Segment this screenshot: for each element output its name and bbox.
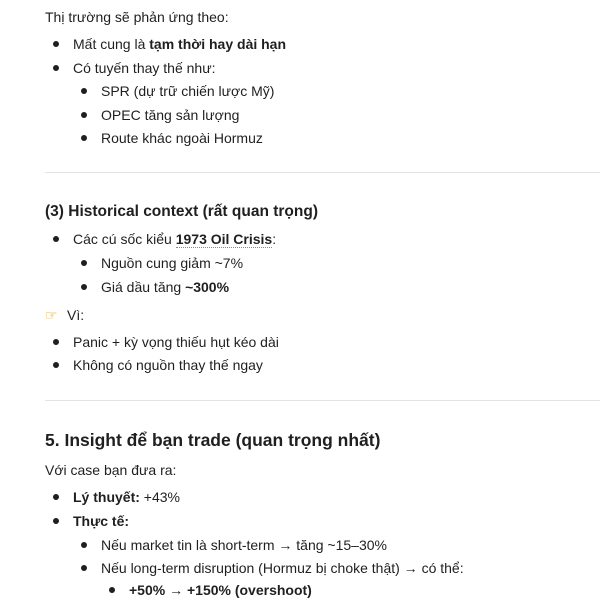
sub-item-route: Route khác ngoài Hormuz: [101, 126, 263, 150]
supply-loss-bold: tạm thời hay dài hạn: [149, 36, 287, 52]
reason-item-no-replacement: Không có nguồn thay thế ngay: [73, 353, 263, 377]
sub-item-price-rise: [101, 275, 229, 299]
overshoot-text: +50% → +150% (overshoot): [129, 582, 312, 598]
divider: [45, 172, 600, 173]
list-item-oil-shock: [73, 227, 276, 251]
reason-intro: [45, 303, 84, 327]
oil-crisis-link[interactable]: 1973 Oil Crisis: [175, 231, 273, 247]
sub-sub-item-overshoot: [129, 578, 312, 602]
list-item-alternatives: Có tuyến thay thế như:: [73, 56, 215, 80]
reason-label: Vì:: [67, 307, 85, 323]
oil-shock-text: Các cú sốc kiểu: [73, 231, 176, 247]
pointing-hand-icon: ☞: [45, 307, 58, 323]
sub-item-spr: SPR (dự trữ chiến lược Mỹ): [101, 79, 274, 103]
divider: [45, 400, 600, 401]
sub-item-supply-drop: Nguồn cung giảm ~7%: [101, 251, 243, 275]
list-item-supply-loss: [73, 32, 286, 56]
section-5-heading: 5. Insight để bạn trade (quan trọng nhất): [45, 430, 381, 450]
supply-loss-text: Mất cung là: [73, 36, 150, 52]
section-3-heading: (3) Historical context (rất quan trọng): [45, 203, 318, 220]
oil-shock-suffix: :: [272, 231, 277, 247]
sub-item-opec: OPEC tăng sản lượng: [101, 103, 239, 127]
list-item-theory: [73, 485, 180, 509]
intro-text: Thị trường sẽ phản ứng theo:: [45, 9, 229, 25]
reason-item-panic: Panic + kỳ vọng thiếu hụt kéo dài: [73, 330, 279, 354]
sub-item-short-term: Nếu market tin là short-term → tăng ~15–30%: [101, 533, 387, 557]
sub-item-long-term: Nếu long-term disruption (Hormuz bị choke thật) → có thể:: [101, 556, 464, 580]
list-item-practice: [73, 509, 129, 533]
price-rise-text: Giá dầu tăng: [101, 279, 186, 295]
practice-label: Thực tế:: [73, 513, 130, 529]
theory-value: +43%: [139, 489, 180, 505]
theory-label: Lý thuyết:: [73, 489, 140, 505]
section-5-intro: Với case bạn đưa ra:: [45, 462, 177, 478]
price-rise-bold: ~300%: [185, 279, 230, 295]
